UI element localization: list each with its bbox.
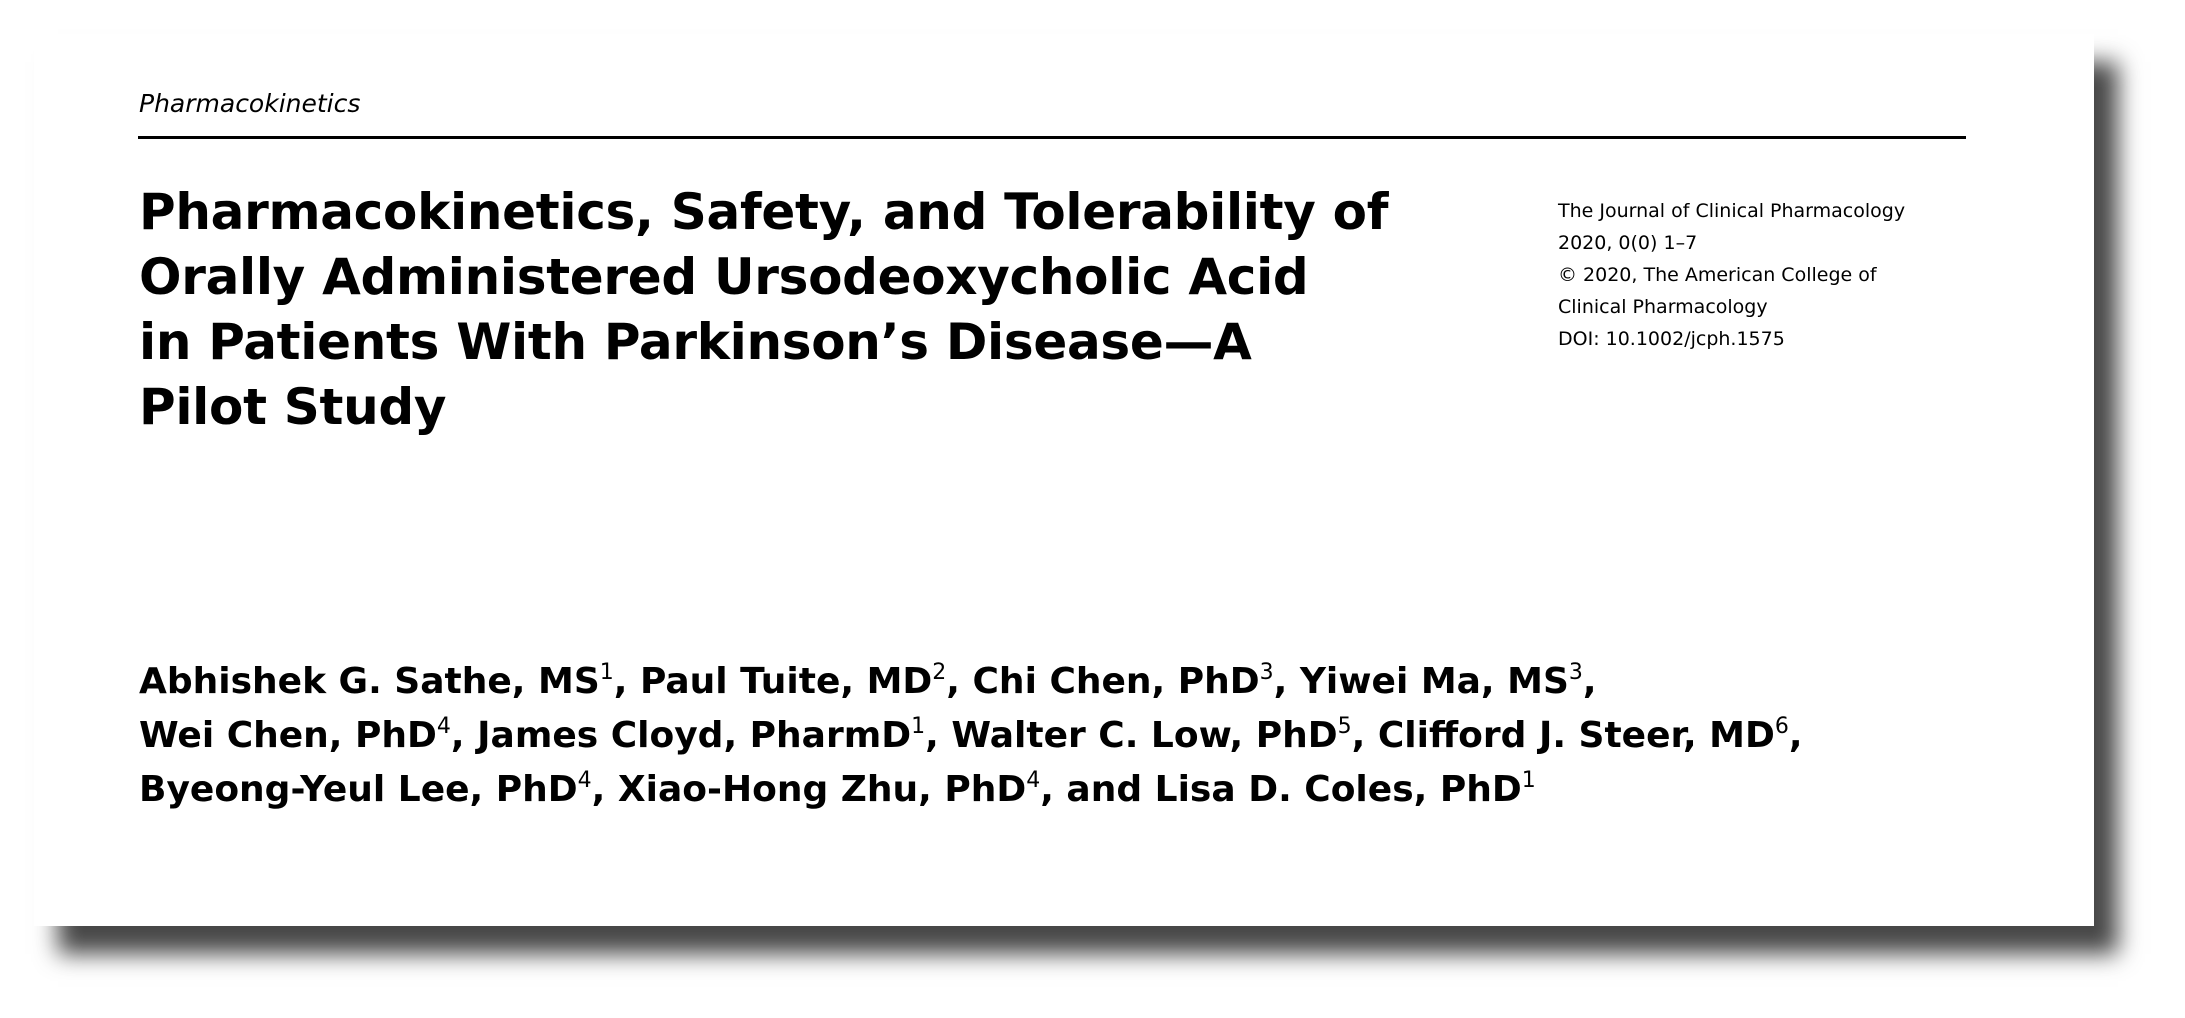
author-name: Abhishek G. Sathe, MS — [139, 661, 600, 702]
affiliation-mark: 6 — [1774, 714, 1789, 739]
author-separator: , — [613, 661, 640, 702]
journal-copyright: © 2020, The American College of — [1558, 264, 1877, 286]
author-name: Yiwei Ma, MS — [1299, 661, 1569, 702]
affiliation-mark: 5 — [1337, 714, 1352, 739]
affiliation-mark: 3 — [1259, 660, 1274, 685]
author — [139, 769, 592, 810]
author-line-2 — [139, 709, 2039, 763]
author-separator: , — [1582, 661, 1597, 702]
affiliation-mark: 2 — [932, 660, 947, 685]
author-name: Chi Chen, PhD — [972, 661, 1260, 702]
author — [973, 661, 1274, 702]
journal-volume: 2020, 0(0) 1–7 — [1558, 232, 1698, 254]
author-name: Paul Tuite, MD — [639, 661, 933, 702]
author-name: Byeong-Yeul Lee, PhD — [139, 769, 578, 810]
author-separator: , — [1351, 715, 1378, 756]
article-title — [139, 180, 1509, 440]
author — [1155, 769, 1536, 810]
title-line-1: Pharmacokinetics, Safety, and Tolerability of — [139, 183, 1389, 241]
author — [1300, 661, 1583, 702]
author-line-3 — [139, 763, 2039, 817]
author-name: Clifford J. Steer, MD — [1377, 715, 1775, 756]
affiliation-mark: 4 — [1026, 768, 1041, 793]
affiliation-mark: 4 — [577, 768, 592, 793]
author — [477, 715, 925, 756]
title-line-3: in Patients With Parkinson’s Disease—A — [139, 313, 1252, 371]
journal-info — [1558, 195, 2018, 355]
author-separator: , — [925, 715, 952, 756]
journal-doi: DOI: 10.1002/jcph.1575 — [1558, 328, 1785, 350]
author-separator: , — [591, 769, 618, 810]
section-label: Pharmacokinetics — [139, 89, 361, 118]
author-name: Lisa D. Coles, PhD — [1154, 769, 1522, 810]
author-name: Wei Chen, PhD — [139, 715, 437, 756]
author-name: James Cloyd, PharmD — [477, 715, 912, 756]
author — [640, 661, 946, 702]
title-line-4: Pilot Study — [139, 378, 447, 436]
author — [1378, 715, 1789, 756]
author-separator: , and — [1040, 769, 1155, 810]
journal-name: The Journal of Clinical Pharmacology — [1558, 200, 1906, 222]
author — [951, 715, 1351, 756]
author-name: Walter C. Low, PhD — [951, 715, 1338, 756]
author-list — [139, 655, 2039, 817]
affiliation-mark: 4 — [436, 714, 451, 739]
affiliation-mark: 1 — [1521, 768, 1536, 793]
author — [139, 715, 451, 756]
author-separator: , — [450, 715, 478, 756]
journal-copyright-cont: Clinical Pharmacology — [1558, 296, 1768, 318]
author-separator: , — [1788, 715, 1803, 756]
affiliation-mark: 1 — [911, 714, 926, 739]
author-separator: , — [946, 661, 973, 702]
author-line-1 — [139, 655, 2039, 709]
affiliation-mark: 1 — [599, 660, 614, 685]
author — [139, 661, 614, 702]
title-line-2: Orally Administered Ursodeoxycholic Acid — [139, 248, 1309, 306]
header-rule — [138, 136, 1966, 139]
author-name: Xiao-Hong Zhu, PhD — [617, 769, 1027, 810]
author-separator: , — [1273, 661, 1300, 702]
affiliation-mark: 3 — [1568, 660, 1583, 685]
author — [618, 769, 1040, 810]
